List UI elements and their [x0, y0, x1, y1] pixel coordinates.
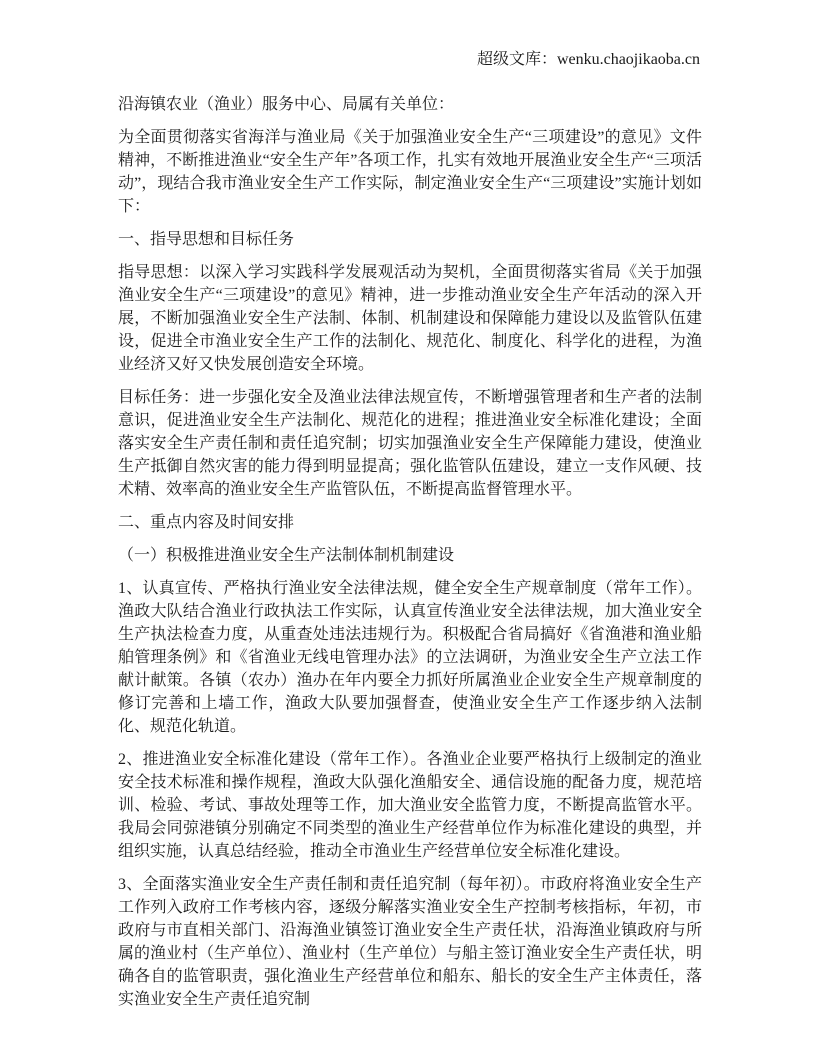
- list-item-1-paragraph: 1、认真宣传、严格执行渔业安全法律法规，健全安全生产规章制度（常年工作）。渔政大队结合渔业行政执法工作实际，认真宣传渔业安全法律法规，加大渔业安全生产执法检查力度，从重查处违法违规行为。积极配合省局搞好《省渔港和渔业船舶管理条例》和《省渔业无线电管理办法》的立法调研，为渔业安全生产立法工作献计献策。各镇（农办）渔办在年内要全力抓好所属渔业企业安全生产规章制度的修订完善和上墙工作，渔政大队要加强督查，使渔业安全生产工作逐步纳入法制化、规范化轨道。: [118, 580, 702, 735]
- subsection-heading-1: （一）积极推进渔业安全生产法制体制机制建设: [118, 547, 455, 564]
- section-heading-1: 一、指导思想和目标任务: [118, 231, 295, 248]
- section-heading-2: 二、重点内容及时间安排: [118, 514, 295, 531]
- document-body: [118, 93, 702, 1021]
- target-tasks-paragraph: 目标任务：进一步强化安全及渔业法律法规宣传，不断增强管理者和生产者的法制意识，促进渔业安全生产法制化、规范化的进程；推进渔业安全标准化建设；全面落实安全生产责任制和责任追究制；切实加强渔业安全生产保障能力建设，使渔业生产抵御自然灾害的能力得到明显提高；强化监管队伍建设，建立一支作风硬、技术精、效率高的渔业安全生产监管队伍，不断提高监督管理水平。: [118, 389, 702, 498]
- watermark-header: [118, 48, 700, 71]
- list-item-2-paragraph: 2、推进渔业安全标准化建设（常年工作）。各渔业企业要严格执行上级制定的渔业安全技术标准和操作规程，渔政大队强化渔船安全、通信设施的配备力度，规范培训、检验、考试、事故处理等工作，加大渔业安全监管力度，不断提高监管水平。我局会同弶港镇分别确定不同类型的渔业生产经营单位作为标准化建设的典型，并组织实施，认真总结经验，推动全市渔业生产经营单位安全标准化建设。: [118, 751, 702, 860]
- intro-paragraph: 为全面贯彻落实省海洋与渔业局《关于加强渔业安全生产“三项建设”的意见》文件精神，不断推进渔业“安全生产年”各项工作，扎实有效地开展渔业安全生产“三项活动”，现结合我市渔业安全生产工作实际，制定渔业安全生产“三项建设”实施计划如下：: [118, 129, 702, 215]
- salutation-line: 沿海镇农业（渔业）服务中心、局属有关单位：: [118, 96, 455, 113]
- list-item-3-paragraph: 3、全面落实渔业安全生产责任制和责任追究制（每年初）。市政府将渔业安全生产工作列入政府工作考核内容，逐级分解落实渔业安全生产控制考核指标，年初，市政府与市直相关部门、沿海渔业镇签订渔业安全生产责任状，沿海渔业镇政府与所属的渔业村（生产单位）、渔业村（生产单位）与船主签订渔业安全生产责任状，明确各自的监管职责，强化渔业生产经营单位和船东、船长的安全生产主体责任，落实渔业安全生产责任追究制: [118, 876, 703, 1008]
- site-watermark: 超级文库：wenku.chaojikaoba.cn: [476, 51, 700, 68]
- guiding-ideology-paragraph: 指导思想：以深入学习实践科学发展观活动为契机，全面贯彻落实省局《关于加强渔业安全生产“三项建设”的意见》精神，进一步推动渔业安全生产年活动的深入开展，不断加强渔业安全生产法制、体制、机制建设和保障能力建设以及监管队伍建设，促进全市渔业安全生产工作的法制化、规范化、制度化、科学化的进程，为渔业经济又好又快发展创造安全环境。: [118, 264, 702, 373]
